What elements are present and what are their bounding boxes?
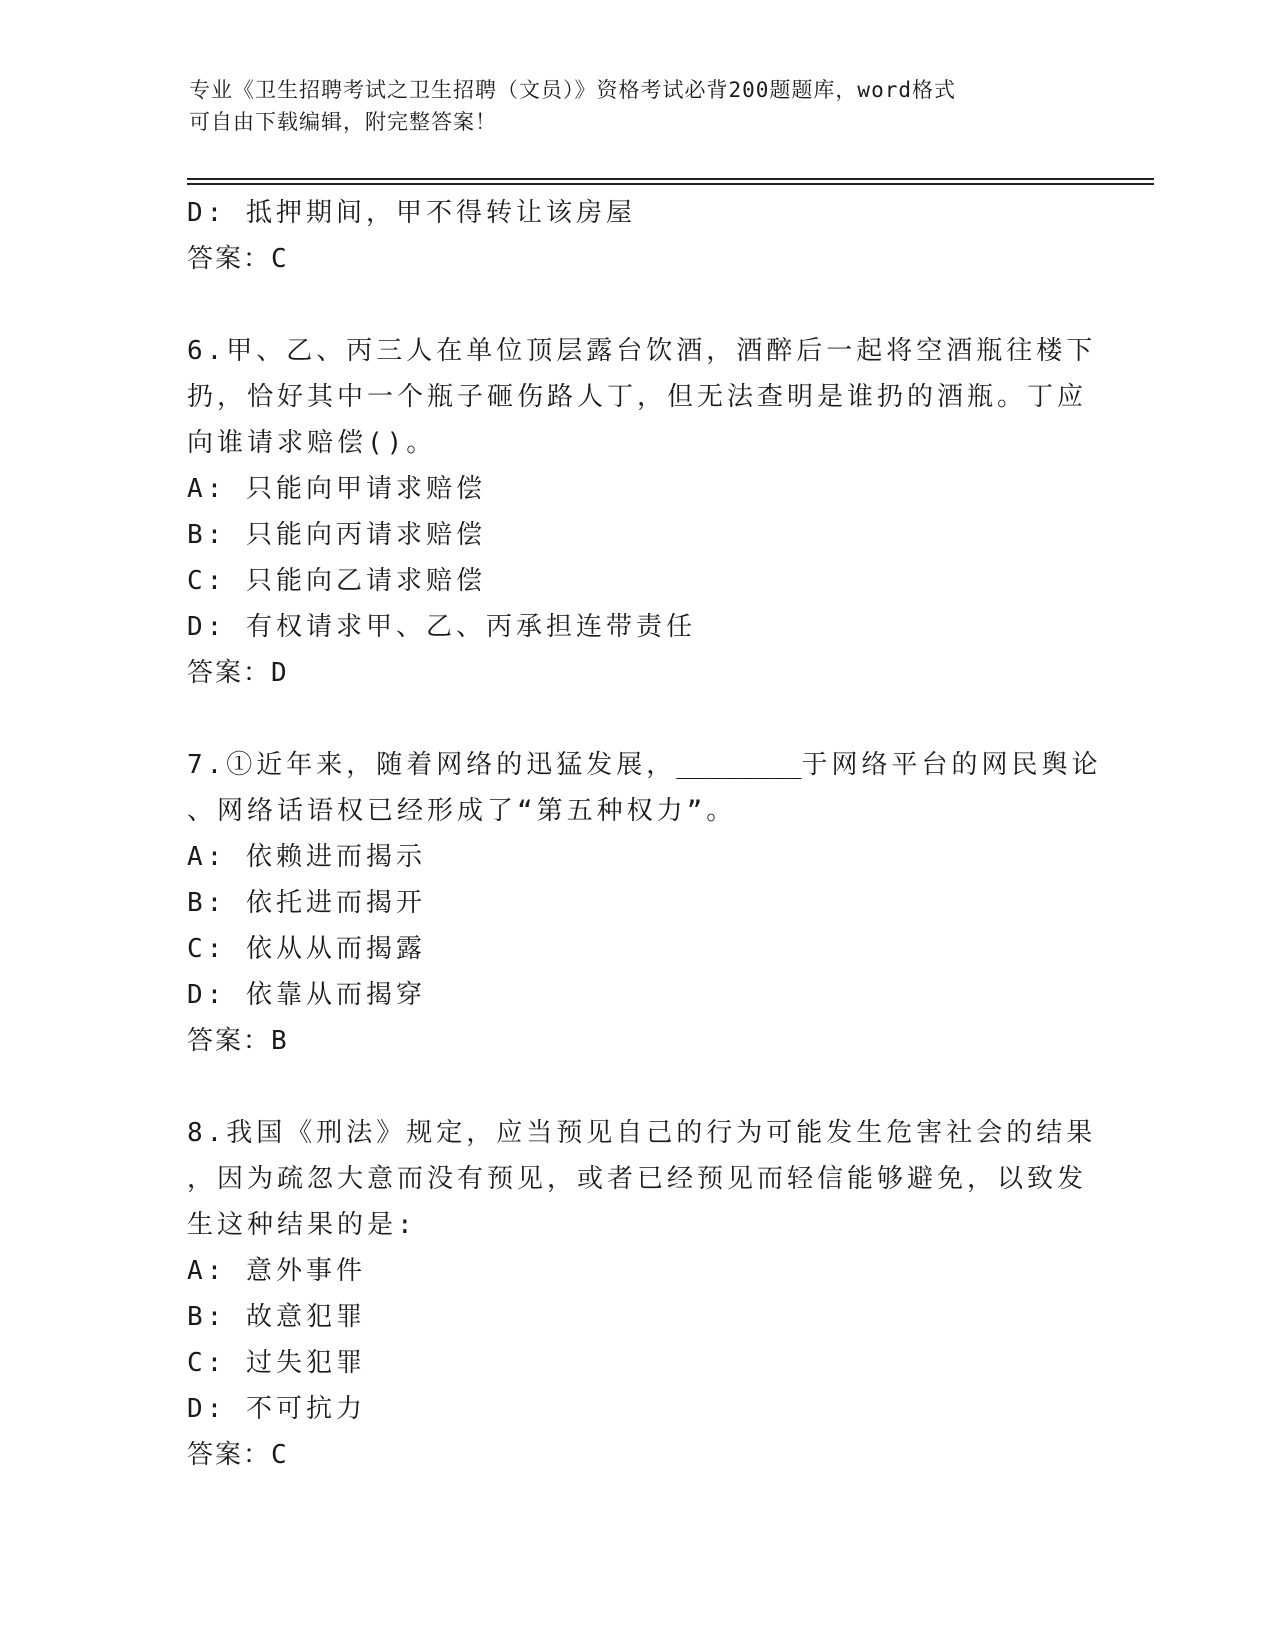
q7-stem-pre: 7.①近年来，随着网络的迅猛发展， (187, 750, 677, 780)
header-line-1: 专业《卫生招聘考试之卫生招聘（文员）》资格考试必背200题题库，word格式 (189, 78, 956, 102)
q6-option-b: B: 只能向丙请求赔偿 (187, 520, 486, 550)
q6-stem-line-1: 6.甲、乙、丙三人在单位顶层露台饮酒，酒醉后一起将空酒瓶往楼下 (187, 336, 1097, 366)
q6-stem-line-3: 向谁请求赔偿()。 (187, 428, 437, 458)
q6-option-a: A: 只能向甲请求赔偿 (187, 474, 486, 504)
q8-option-c: C: 过失犯罪 (187, 1348, 366, 1378)
q7-option-a: A: 依赖进而揭示 (187, 842, 426, 872)
q7-option-d: D: 依靠从而揭穿 (187, 980, 426, 1010)
q7-answer: 答案：B (187, 1026, 289, 1056)
document-body (187, 190, 1102, 1478)
header-rule-top (187, 178, 1154, 180)
question-7 (187, 742, 1102, 1064)
prev-option-d: D: 抵押期间，甲不得转让该房屋 (187, 198, 636, 228)
q8-option-a: A: 意外事件 (187, 1256, 366, 1286)
header-rule-bottom (187, 183, 1154, 185)
q7-option-b: B: 依托进而揭开 (187, 888, 426, 918)
q6-option-d: D: 有权请求甲、乙、丙承担连带责任 (187, 612, 696, 642)
q8-stem-line-2: ，因为疏忽大意而没有预见，或者已经预见而轻信能够避免，以致发 (187, 1164, 1088, 1194)
header-line-2: 可自由下载编辑，附完整答案！ (189, 110, 497, 134)
q7-stem-post: 于网络平台的网民舆论 (801, 750, 1102, 780)
q8-answer: 答案：C (187, 1440, 289, 1470)
q7-option-c: C: 依从从而揭露 (187, 934, 426, 964)
q6-stem-line-2: 扔，恰好其中一个瓶子砸伤路人丁，但无法查明是谁扔的酒瓶。丁应 (187, 382, 1088, 412)
q8-stem-line-3: 生这种结果的是: (187, 1210, 417, 1240)
question-6 (187, 328, 1097, 696)
document-header (189, 74, 1069, 138)
q6-answer: 答案：D (187, 658, 289, 688)
q8-option-d: D: 不可抗力 (187, 1394, 366, 1424)
q8-stem-line-1: 8.我国《刑法》规定，应当预见自己的行为可能发生危害社会的结果 (187, 1118, 1097, 1148)
q6-option-c: C: 只能向乙请求赔偿 (187, 566, 486, 596)
q7-blank: ________ (676, 750, 802, 780)
q7-stem-line-2: 、网络话语权已经形成了“第五种权力”。 (187, 796, 737, 826)
prev-answer: 答案：C (187, 244, 289, 274)
q7-stem-line-1 (187, 742, 1102, 788)
question-8 (187, 1110, 1097, 1478)
q8-option-b: B: 故意犯罪 (187, 1302, 366, 1332)
